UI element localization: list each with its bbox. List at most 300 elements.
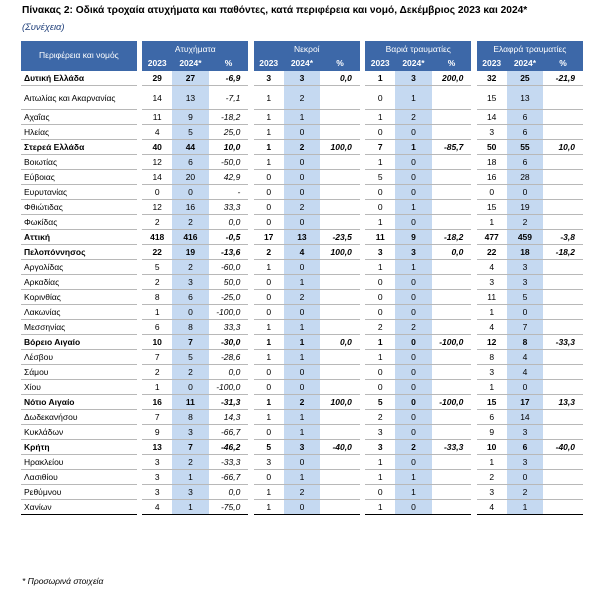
value-2023: 14 <box>477 110 507 125</box>
value-2024: 0 <box>284 365 320 380</box>
value-2024: 5 <box>172 125 208 140</box>
prefecture-row <box>21 455 583 470</box>
prefecture-row <box>21 155 583 170</box>
percent-change <box>432 155 472 170</box>
value-2023: 13 <box>142 440 172 455</box>
subheader-year-2024: 2024* <box>284 56 320 69</box>
percent-change <box>543 485 583 500</box>
value-2024: 8 <box>172 410 208 425</box>
value-2024: 0 <box>395 455 431 470</box>
value-2024: 1 <box>507 500 543 515</box>
prefecture-row <box>21 350 583 365</box>
value-2024: 6 <box>172 155 208 170</box>
percent-change: 0,0 <box>209 365 249 380</box>
value-2023: 5 <box>254 440 284 455</box>
value-2024: 6 <box>507 155 543 170</box>
value-2023: 3 <box>142 470 172 485</box>
value-2024: 13 <box>284 230 320 245</box>
value-2024: 1 <box>172 470 208 485</box>
value-2023: 1 <box>365 110 395 125</box>
value-2023: 5 <box>365 395 395 410</box>
percent-change <box>320 500 360 515</box>
percent-change <box>543 110 583 125</box>
value-2024: 3 <box>172 425 208 440</box>
percent-change <box>543 170 583 185</box>
prefecture-row <box>21 485 583 500</box>
percent-change <box>320 260 360 275</box>
prefecture-row <box>21 275 583 290</box>
value-2024: 0 <box>395 275 431 290</box>
value-2023: 2 <box>254 245 284 260</box>
value-2024: 0 <box>284 380 320 395</box>
statistics-table <box>21 41 583 515</box>
value-2024: 1 <box>172 500 208 515</box>
percent-change <box>432 365 472 380</box>
value-2024: 44 <box>172 140 208 155</box>
value-2024: 25 <box>507 71 543 86</box>
value-2023: 1 <box>254 500 284 515</box>
region-name: Βόρειο Αιγαίο <box>21 335 137 350</box>
value-2024: 9 <box>395 230 431 245</box>
value-2023: 0 <box>365 485 395 500</box>
value-2023: 2 <box>365 410 395 425</box>
value-2023: 1 <box>365 500 395 515</box>
value-2023: 0 <box>142 185 172 200</box>
value-2023: 1 <box>477 455 507 470</box>
value-2023: 1 <box>254 320 284 335</box>
value-2024: 1 <box>284 470 320 485</box>
value-2024: 0 <box>395 395 431 410</box>
percent-change: -60,0 <box>209 260 249 275</box>
value-2023: 0 <box>254 170 284 185</box>
percent-change <box>543 125 583 140</box>
prefecture-row <box>21 380 583 395</box>
percent-change: -100,0 <box>209 380 249 395</box>
value-2024: 2 <box>284 290 320 305</box>
prefecture-row <box>21 260 583 275</box>
value-2023: 1 <box>477 380 507 395</box>
percent-change <box>543 500 583 515</box>
region-row <box>21 245 583 260</box>
percent-change: -33,3 <box>432 440 472 455</box>
prefecture-name: Χίου <box>21 380 137 395</box>
percent-change: -31,3 <box>209 395 249 410</box>
value-2023: 3 <box>477 365 507 380</box>
percent-change <box>432 470 472 485</box>
value-2023: 1 <box>365 155 395 170</box>
percent-change: -66,7 <box>209 470 249 485</box>
percent-change <box>432 110 472 125</box>
percent-change: - <box>209 185 249 200</box>
value-2024: 2 <box>395 110 431 125</box>
value-2024: 1 <box>284 320 320 335</box>
value-2024: 6 <box>507 125 543 140</box>
value-2023: 477 <box>477 230 507 245</box>
percent-change: -33,3 <box>209 455 249 470</box>
value-2024: 2 <box>172 260 208 275</box>
percent-change: 0,0 <box>320 335 360 350</box>
value-2023: 14 <box>142 170 172 185</box>
region-row <box>21 440 583 455</box>
region-row <box>21 140 583 155</box>
percent-change: -6,9 <box>209 71 249 86</box>
value-2024: 19 <box>507 200 543 215</box>
percent-change <box>320 320 360 335</box>
value-2024: 9 <box>172 110 208 125</box>
prefecture-name: Εύβοιας <box>21 170 137 185</box>
percent-change <box>432 410 472 425</box>
value-2023: 14 <box>142 86 172 110</box>
value-2023: 5 <box>365 170 395 185</box>
value-2023: 6 <box>142 320 172 335</box>
value-2023: 1 <box>254 335 284 350</box>
value-2023: 22 <box>477 245 507 260</box>
percent-change: 25,0 <box>209 125 249 140</box>
region-column-header: Περιφέρεια και νομός <box>21 41 137 69</box>
percent-change: 10,0 <box>209 140 249 155</box>
value-2024: 0 <box>284 170 320 185</box>
value-2023: 16 <box>142 395 172 410</box>
region-name: Στερεά Ελλάδα <box>21 140 137 155</box>
prefecture-name: Ρεθύμνου <box>21 485 137 500</box>
percent-change <box>320 86 360 110</box>
value-2023: 9 <box>142 425 172 440</box>
subheader-percent: % <box>209 56 249 69</box>
percent-change <box>543 410 583 425</box>
prefecture-name: Φωκίδας <box>21 215 137 230</box>
percent-change <box>320 485 360 500</box>
value-2023: 12 <box>142 155 172 170</box>
prefecture-name: Λέσβου <box>21 350 137 365</box>
value-2024: 3 <box>395 245 431 260</box>
value-2024: 0 <box>395 215 431 230</box>
value-2024: 0 <box>395 185 431 200</box>
prefecture-name: Αργολίδας <box>21 260 137 275</box>
percent-change: -18,2 <box>432 230 472 245</box>
value-2023: 0 <box>254 290 284 305</box>
value-2023: 15 <box>477 395 507 410</box>
value-2023: 1 <box>254 140 284 155</box>
value-2023: 1 <box>365 350 395 365</box>
percent-change: -25,0 <box>209 290 249 305</box>
percent-change <box>543 155 583 170</box>
region-name: Αττική <box>21 230 137 245</box>
percent-change: -30,0 <box>209 335 249 350</box>
percent-change: -28,6 <box>209 350 249 365</box>
value-2023: 3 <box>477 275 507 290</box>
percent-change: -100,0 <box>432 335 472 350</box>
value-2023: 12 <box>142 200 172 215</box>
value-2023: 1 <box>365 470 395 485</box>
value-2023: 29 <box>142 71 172 86</box>
percent-change: 0,0 <box>320 71 360 86</box>
group-header-accidents: Ατυχήματα <box>142 41 248 56</box>
percent-change: -23,5 <box>320 230 360 245</box>
percent-change <box>543 185 583 200</box>
percent-change: 0,0 <box>209 215 249 230</box>
prefecture-row <box>21 86 583 110</box>
value-2024: 0 <box>507 185 543 200</box>
percent-change <box>320 410 360 425</box>
percent-change <box>320 425 360 440</box>
value-2023: 0 <box>365 380 395 395</box>
percent-change <box>432 485 472 500</box>
subheader-year-2024: 2024* <box>507 56 543 69</box>
value-2024: 13 <box>172 86 208 110</box>
percent-change <box>432 455 472 470</box>
prefecture-name: Χανίων <box>21 500 137 515</box>
value-2024: 2 <box>395 440 431 455</box>
value-2023: 6 <box>477 410 507 425</box>
region-row <box>21 230 583 245</box>
value-2023: 11 <box>365 230 395 245</box>
percent-change: -100,0 <box>209 305 249 320</box>
percent-change <box>320 350 360 365</box>
value-2024: 416 <box>172 230 208 245</box>
prefecture-name: Δωδεκανήσου <box>21 410 137 425</box>
percent-change <box>543 470 583 485</box>
value-2023: 3 <box>365 425 395 440</box>
value-2024: 0 <box>395 425 431 440</box>
value-2024: 3 <box>172 275 208 290</box>
percent-change <box>320 305 360 320</box>
value-2024: 3 <box>507 455 543 470</box>
value-2024: 4 <box>507 365 543 380</box>
value-2023: 2 <box>142 365 172 380</box>
subheader-percent: % <box>432 56 472 69</box>
value-2023: 0 <box>254 305 284 320</box>
percent-change: 10,0 <box>543 140 583 155</box>
percent-change <box>320 185 360 200</box>
value-2023: 11 <box>477 290 507 305</box>
value-2023: 0 <box>365 125 395 140</box>
value-2023: 17 <box>254 230 284 245</box>
percent-change <box>543 365 583 380</box>
prefecture-row <box>21 305 583 320</box>
value-2024: 2 <box>284 140 320 155</box>
value-2024: 0 <box>284 305 320 320</box>
percent-change: -18,2 <box>209 110 249 125</box>
percent-change: 33,3 <box>209 200 249 215</box>
subheader-year-2023: 2023 <box>142 56 172 69</box>
value-2024: 11 <box>172 395 208 410</box>
value-2023: 12 <box>477 335 507 350</box>
percent-change <box>320 290 360 305</box>
percent-change <box>432 290 472 305</box>
percent-change: -0,5 <box>209 230 249 245</box>
percent-change <box>320 215 360 230</box>
value-2023: 0 <box>365 290 395 305</box>
value-2023: 4 <box>142 500 172 515</box>
percent-change: 0,0 <box>432 245 472 260</box>
percent-change <box>320 470 360 485</box>
prefecture-row <box>21 410 583 425</box>
percent-change: 13,3 <box>543 395 583 410</box>
percent-change <box>432 425 472 440</box>
value-2023: 1 <box>254 110 284 125</box>
value-2024: 28 <box>507 170 543 185</box>
subheader-percent: % <box>543 56 583 69</box>
value-2023: 1 <box>254 485 284 500</box>
prefecture-name: Αρκαδίας <box>21 275 137 290</box>
value-2024: 6 <box>507 110 543 125</box>
value-2023: 9 <box>477 425 507 440</box>
value-2024: 7 <box>172 440 208 455</box>
value-2023: 0 <box>477 185 507 200</box>
value-2024: 0 <box>507 470 543 485</box>
value-2023: 10 <box>477 440 507 455</box>
value-2023: 0 <box>254 425 284 440</box>
percent-change <box>543 290 583 305</box>
value-2023: 3 <box>477 485 507 500</box>
value-2023: 15 <box>477 86 507 110</box>
group-header-serious-injuries: Βαριά τραυματίες <box>365 41 471 56</box>
value-2023: 2 <box>142 275 172 290</box>
value-2024: 2 <box>284 395 320 410</box>
percent-change: 200,0 <box>432 71 472 86</box>
prefecture-row <box>21 110 583 125</box>
value-2023: 0 <box>254 365 284 380</box>
value-2024: 2 <box>284 200 320 215</box>
value-2024: 3 <box>507 260 543 275</box>
value-2024: 0 <box>284 500 320 515</box>
percent-change: -85,7 <box>432 140 472 155</box>
value-2024: 4 <box>507 350 543 365</box>
value-2024: 0 <box>395 290 431 305</box>
value-2024: 0 <box>507 380 543 395</box>
value-2024: 2 <box>395 320 431 335</box>
value-2023: 0 <box>365 86 395 110</box>
percent-change: -46,2 <box>209 440 249 455</box>
percent-change <box>320 275 360 290</box>
value-2023: 3 <box>142 455 172 470</box>
percent-change <box>432 275 472 290</box>
value-2024: 2 <box>507 485 543 500</box>
value-2024: 3 <box>284 71 320 86</box>
prefecture-row <box>21 185 583 200</box>
percent-change: -33,3 <box>543 335 583 350</box>
percent-change: 100,0 <box>320 245 360 260</box>
prefecture-name: Λακωνίας <box>21 305 137 320</box>
group-header-minor-injuries: Ελαφρά τραυματίες <box>477 41 583 56</box>
percent-change: -40,0 <box>320 440 360 455</box>
table-body <box>21 71 583 515</box>
percent-change <box>432 305 472 320</box>
value-2024: 0 <box>395 170 431 185</box>
value-2023: 0 <box>365 275 395 290</box>
value-2023: 11 <box>142 110 172 125</box>
percent-change: -100,0 <box>432 395 472 410</box>
value-2024: 2 <box>172 215 208 230</box>
value-2024: 0 <box>395 500 431 515</box>
group-header-deaths: Νεκροί <box>254 41 360 56</box>
region-name: Νότιο Αιγαίο <box>21 395 137 410</box>
value-2023: 0 <box>254 215 284 230</box>
value-2023: 4 <box>477 320 507 335</box>
percent-change <box>432 260 472 275</box>
percent-change: -50,0 <box>209 155 249 170</box>
prefecture-row <box>21 365 583 380</box>
percent-change <box>543 200 583 215</box>
value-2024: 1 <box>284 410 320 425</box>
region-name: Κρήτη <box>21 440 137 455</box>
percent-change <box>432 185 472 200</box>
percent-change <box>432 215 472 230</box>
value-2023: 4 <box>477 260 507 275</box>
prefecture-name: Αχαΐας <box>21 110 137 125</box>
value-2023: 0 <box>365 365 395 380</box>
subheader-percent: % <box>320 56 360 69</box>
percent-change: 42,9 <box>209 170 249 185</box>
value-2023: 7 <box>142 350 172 365</box>
prefecture-name: Λασιθίου <box>21 470 137 485</box>
region-row <box>21 71 583 86</box>
value-2024: 3 <box>507 425 543 440</box>
value-2023: 1 <box>142 380 172 395</box>
value-2024: 6 <box>172 290 208 305</box>
value-2024: 1 <box>284 335 320 350</box>
value-2024: 0 <box>395 305 431 320</box>
value-2023: 3 <box>254 71 284 86</box>
prefecture-name: Σάμου <box>21 365 137 380</box>
prefecture-name: Ηλείας <box>21 125 137 140</box>
value-2024: 1 <box>395 470 431 485</box>
value-2024: 0 <box>395 365 431 380</box>
value-2023: 1 <box>254 350 284 365</box>
value-2023: 3 <box>365 440 395 455</box>
value-2023: 0 <box>254 185 284 200</box>
value-2023: 1 <box>254 86 284 110</box>
percent-change <box>543 425 583 440</box>
value-2023: 0 <box>254 275 284 290</box>
percent-change: -75,0 <box>209 500 249 515</box>
value-2023: 40 <box>142 140 172 155</box>
region-row <box>21 395 583 410</box>
percent-change <box>543 380 583 395</box>
value-2024: 2 <box>284 86 320 110</box>
value-2023: 1 <box>365 335 395 350</box>
value-2023: 3 <box>365 245 395 260</box>
value-2024: 8 <box>172 320 208 335</box>
value-2023: 2 <box>365 320 395 335</box>
value-2024: 3 <box>395 71 431 86</box>
value-2024: 0 <box>284 260 320 275</box>
value-2023: 4 <box>477 500 507 515</box>
subheader-year-2023: 2023 <box>365 56 395 69</box>
prefecture-row <box>21 500 583 515</box>
prefecture-name: Ηρακλείου <box>21 455 137 470</box>
percent-change: 0,0 <box>209 485 249 500</box>
value-2024: 27 <box>172 71 208 86</box>
percent-change <box>320 170 360 185</box>
value-2024: 0 <box>395 125 431 140</box>
percent-change: -18,2 <box>543 245 583 260</box>
value-2023: 18 <box>477 155 507 170</box>
prefecture-name: Ευρυτανίας <box>21 185 137 200</box>
value-2024: 459 <box>507 230 543 245</box>
value-2023: 0 <box>254 470 284 485</box>
value-2024: 55 <box>507 140 543 155</box>
value-2024: 1 <box>284 275 320 290</box>
percent-change <box>320 200 360 215</box>
value-2024: 14 <box>507 410 543 425</box>
percent-change <box>320 380 360 395</box>
subheader-year-2023: 2023 <box>477 56 507 69</box>
percent-change <box>320 155 360 170</box>
prefecture-row <box>21 320 583 335</box>
percent-change <box>543 86 583 110</box>
value-2024: 1 <box>395 260 431 275</box>
